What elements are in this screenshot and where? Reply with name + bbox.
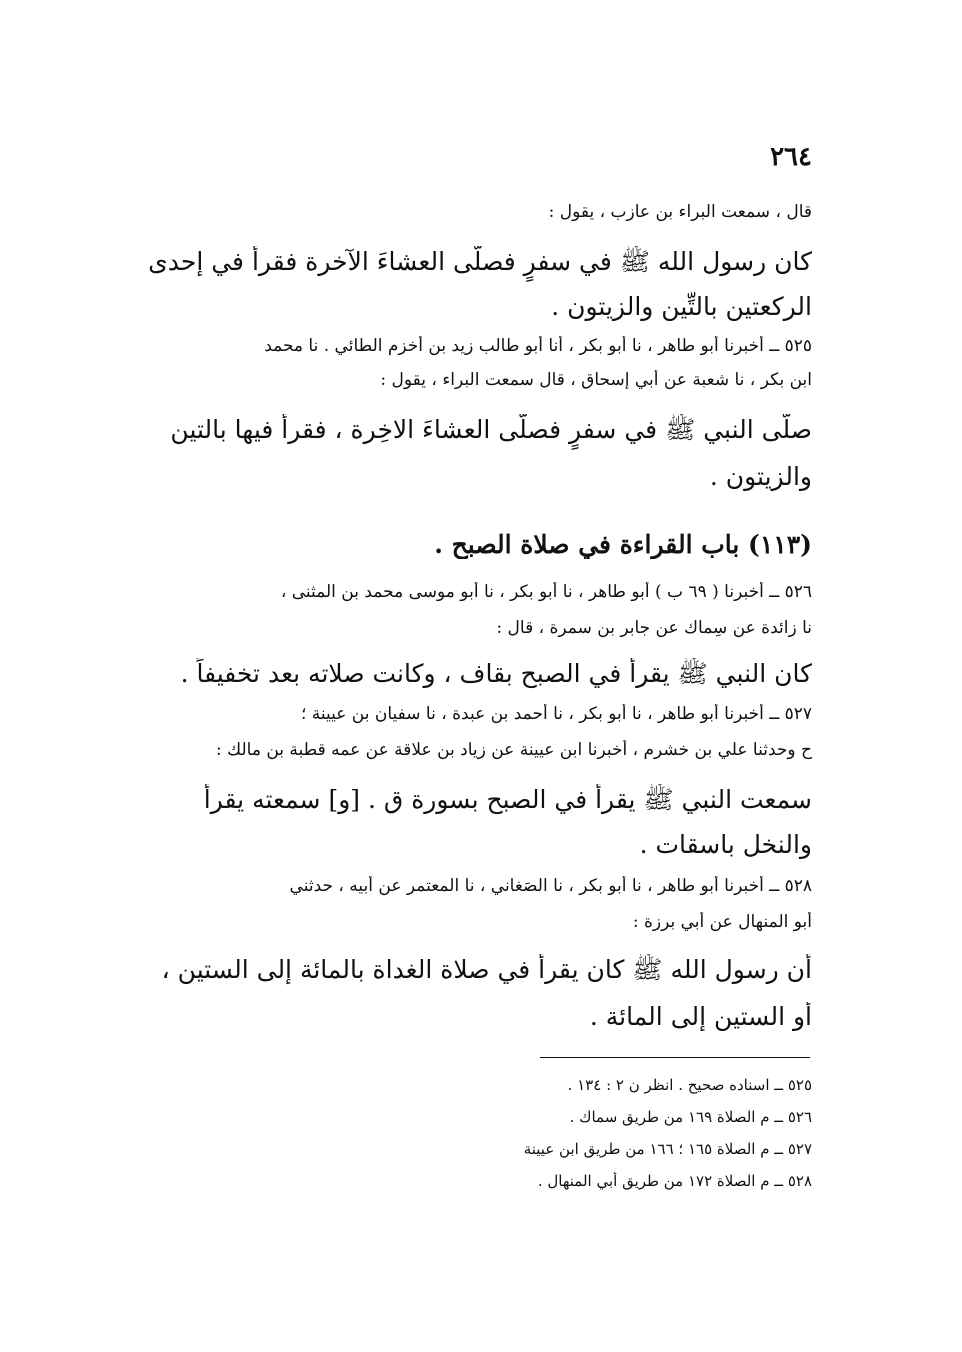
isnad-line: قال ، سمعت البراء بن عازب ، يقول : xyxy=(548,202,812,222)
hadith-text-line: أو الستين إلى المائة . xyxy=(589,1002,812,1031)
hadith-text-line: الركعتين بالتِّين والزيتون . xyxy=(551,292,812,321)
isnad-line: ٥٢٧ ــ أخبرنا أبو طاهر ، نا أبو بكر ، نا أحمد بن عبدة ، نا سفيان بن عيينة ؛ xyxy=(300,704,812,724)
hadith-text-line: كان رسول الله ﷺ في سفرٍ فصلَّى العشاءَ الآخرة فقرأَ في إحدى xyxy=(148,247,812,276)
isnad-line: ابن بكر ، نا شعبة عن أبي إسحاق ، قال سمعت البراء ، يقول : xyxy=(380,370,812,390)
footnote: ٥٢٧ ــ م الصلاة ١٦٥ ؛ ١٦٦ من طريق ابن عيينة xyxy=(523,1140,812,1158)
footnote: ٥٢٥ ــ اسناده صحيح . انظر ن ٢ : ١٣٤ . xyxy=(567,1076,812,1094)
hadith-text-line: والنخل باسقات . xyxy=(639,830,812,859)
isnad-line: أبو المنهال عن أبي برزة : xyxy=(632,912,812,932)
footnote-separator xyxy=(540,1057,810,1058)
page-number: ٢٦٤ xyxy=(770,142,812,172)
hadith-text-line: والزيتون . xyxy=(709,462,812,491)
isnad-line: نا زائدة عن سِماك عن جابر بن سمرة ، قال : xyxy=(496,618,812,638)
hadith-text-line: صلَّى النبي ﷺ في سفرٍ فصلَّى العشاءَ الاخِرة ، فقرأَ فيها بالتين xyxy=(170,415,812,444)
hadith-text-line: كان النبي ﷺ يقرأُ في الصبح بقاف ، وكانت صلاته بعد تخفيفاً . xyxy=(180,659,812,688)
isnad-line: ٥٢٨ ــ أخبرنا أبو طاهر ، نا أبو بكر ، نا الصَغاني ، نا المعتمر عن أبيه ، حدثني xyxy=(289,876,812,896)
hadith-text-line: أن رسول الله ﷺ كان يقرأُ في صلاة الغداة بالمائة إلى الستين ، xyxy=(161,955,812,984)
isnad-line: ٥٢٦ ــ أخبرنا ( ٦٩ ب ) أبو طاهر ، نا أبو بكر ، نا أبو موسى محمد بن المثنى ، xyxy=(280,582,812,602)
footnote: ٥٢٨ ــ م الصلاة ١٧٢ من طريق أبي المنهال . xyxy=(537,1172,812,1190)
isnad-line: ح وحدثنا علي بن خشرم ، أخبرنا ابن عيينة عن زياد بن علاقة عن عمه قطبة بن مالك : xyxy=(216,740,812,760)
hadith-text-line: سمعت النبي ﷺ يقرأُ في الصبح بسورة ق . [و] سمعته يقرأُ xyxy=(203,785,812,814)
isnad-line: ٥٢٥ ــ أخبرنا أبو طاهر ، نا أبو بكر ، أنا أبو طالب زيد بن أخزم الطائي . نا محمد xyxy=(264,336,812,356)
footnote: ٥٢٦ ــ م الصلاة ١٦٩ من طريق سماك . xyxy=(569,1108,812,1126)
chapter-heading: (١١٣) باب القراءة في صلاة الصبح . xyxy=(434,530,812,559)
